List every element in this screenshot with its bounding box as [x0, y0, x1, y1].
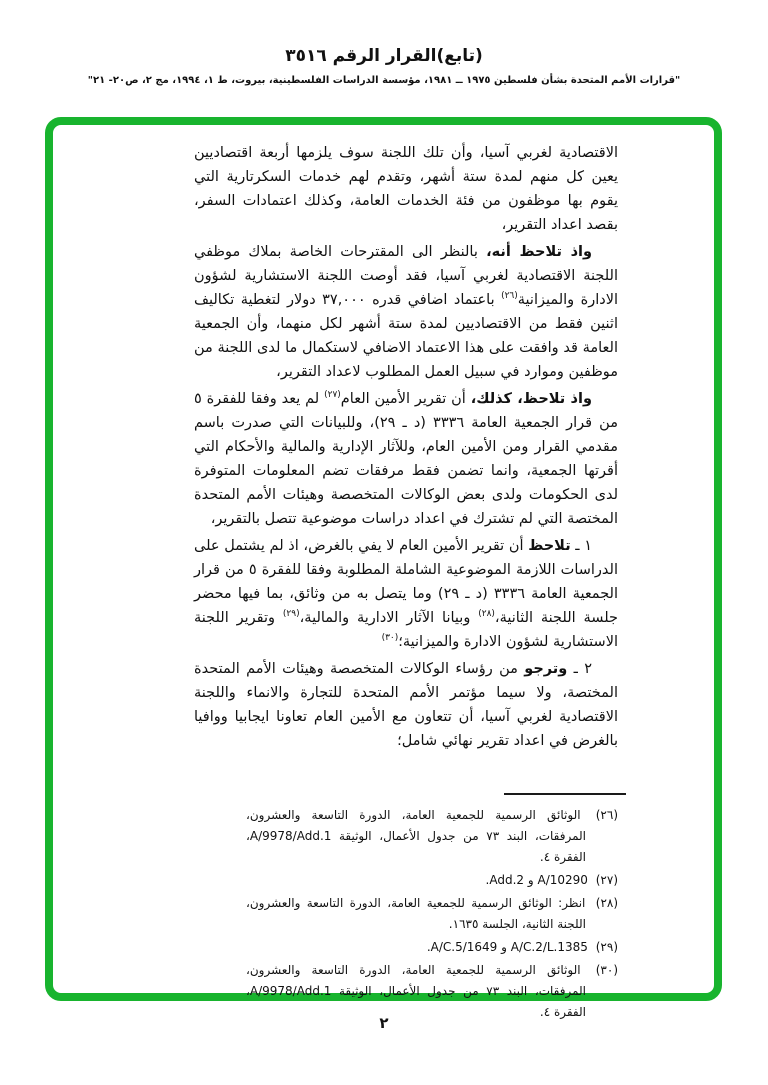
- footnote-text: الوثائق الرسمية للجمعية العامة، الدورة التاسعة والعشرون، المرفقات، البند ٧٣ من جدول الأعمال، الوثيقة A/9978/Add.1، الفقرة ٤.: [246, 963, 587, 1019]
- paragraph-text: من رؤساء الوكالات المتخصصة وهيئات الأمم المتحدة المختصة، ولا سيما مؤتمر الأمم المتحدة للتجارة والانماء واللجنة الاقتصادية لغربي آسيا، أن تتعاون مع الأمين العام تعاونا ايجابيا ووافيا بالغرض في اعداد تقرير نهائي شامل؛: [194, 661, 618, 749]
- paragraph: [194, 387, 618, 531]
- footnote-ref: (٢٧): [324, 390, 341, 401]
- paragraph-text: أن تقرير الأمين العام لا يفي بالغرض، اذ لم يشتمل على الدراسات اللازمة الموضوعية الشاملة المطلوبة وفقا للفقرة ٥ من قرار الجمعية العامة ٣٣٣٦ (د ـ ٢٩) وما يتصل به من وثائق، بما فيها محضر جلسة اللجنة الثانية،: [194, 538, 618, 626]
- footnote-ref: (٢٩): [282, 609, 300, 620]
- paragraph: [194, 534, 618, 654]
- footnote-number: (٣٠): [584, 963, 618, 977]
- paragraph-text: الاقتصادية لغربي آسيا، وأن تلك اللجنة سوف يلزمها أربعة اقتصاديين يعين كل منهم لمدة ستة أشهر، وتقدم لهم خدمات السكرتارية التي يقوم بها موظفون من فئة الخدمات العامة، وكذلك اعتمادات السفر، بقصد اعداد التقرير،: [194, 145, 618, 233]
- paragraph-lead: واذ تلاحظ، كذلك،: [470, 391, 592, 407]
- paragraph-text: بالنظر الى المقترحات الخاصة بملاك موظفي اللجنة الاقتصادية لغربي آسيا، فقد أوصت اللجنة الاستشارية لشؤون الادارة والميزانية: [194, 244, 618, 308]
- footnote-ref: (٢٦): [501, 291, 518, 302]
- paragraph: [194, 657, 618, 753]
- page-number: ٢: [379, 1014, 389, 1032]
- paragraph-lead: واذ تلاحظ أنه،: [486, 244, 592, 260]
- source-citation: "قرارات الأمم المتحدة بشأن فلسطين ١٩٧٥ ــ ١٩٨١، مؤسسة الدراسات الفلسطينية، بيروت، ط ١، ١٩٩٤، مج ٢، ص٢٠- ٢١": [87, 75, 681, 86]
- resolution-title: (تابع)القرار الرقم ٣٥١٦: [285, 46, 483, 66]
- paragraph: [194, 141, 618, 237]
- footnote-item: [246, 893, 618, 935]
- footnote-number: (٢٧): [591, 873, 618, 887]
- paragraph-text: أن تقرير الأمين العام: [340, 391, 471, 407]
- footnote-number: (٢٦): [584, 808, 618, 822]
- footnote-item: [246, 870, 618, 891]
- paragraph-text: وتقرير اللجنة الاستشارية لشؤون الادارة والميزانية؛: [194, 610, 618, 650]
- footnote-ref: (٢٨): [478, 609, 495, 620]
- paragraph-lead: تلاحظ: [528, 538, 571, 554]
- paragraph: [194, 240, 618, 384]
- footnote-item: [246, 805, 618, 868]
- footnote-separator: [504, 793, 626, 795]
- footnote-number: (٢٩): [591, 940, 618, 954]
- footnote-list: [246, 805, 618, 1023]
- footnote-text: A/C.2/L.1385 و A/C.5/1649.: [426, 940, 588, 954]
- content-frame: [45, 117, 722, 1019]
- footnote-ref: (٣٠): [381, 633, 399, 644]
- page-header: [0, 46, 768, 86]
- footnote-section: [246, 793, 618, 1025]
- footnote-number: (٢٨): [589, 896, 619, 910]
- paragraph-text: ١ ـ: [570, 538, 592, 554]
- footnote-text: A/10290 و Add.2.: [485, 873, 588, 887]
- paragraph-text: وبيانا الآثار الادارية والمالية،: [299, 610, 479, 626]
- paragraph-lead: وترجو: [524, 661, 568, 677]
- body-paragraphs: [194, 141, 618, 756]
- paragraph-text: ٢ ـ: [567, 661, 592, 677]
- footnote-text: الوثائق الرسمية للجمعية العامة، الدورة التاسعة والعشرون، المرفقات، البند ٧٣ من جدول الأعمال، الوثيقة A/9978/Add.1، الفقرة ٤.: [246, 808, 587, 864]
- footnote-item: [246, 937, 618, 958]
- paragraph-text: باعتماد اضافي قدره ٣٧,٠٠٠ دولار لتغطية تكاليف اثنين فقط من الاقتصاديين لمدة ستة أشهر لكل منهما، وأن الجمعية العامة قد وافقت على هذا الاعتماد الاضافي لاستكمال ما لدى اللجنة من موظفين وموارد في سبيل العمل المطلوب لاعداد التقرير،: [194, 292, 618, 380]
- footnote-text: انظر: الوثائق الرسمية للجمعية العامة، الدورة التاسعة والعشرون، اللجنة الثانية، الجلسة ١٦٣٥.: [246, 896, 586, 931]
- paragraph-text: لم يعد وفقا للفقرة ٥ من قرار الجمعية العامة ٣٣٣٦ (د ـ ٢٩)، وللبيانات التي صدرت باسم مقدمي القرار ومن الأمين العام، وللآثار الإدارية والمالية والأحكام التي أقرتها الجمعية، وانما تضمن فقط مرفقات تضم المعلومات المتوفرة لدى الحكومات ولدى بعض الوكالات المتخصصة وهيئات الأمم المتحدة المختصة التي لم تشترك في اعداد دراسات موضوعية تتصل بالتقرير،: [194, 391, 618, 527]
